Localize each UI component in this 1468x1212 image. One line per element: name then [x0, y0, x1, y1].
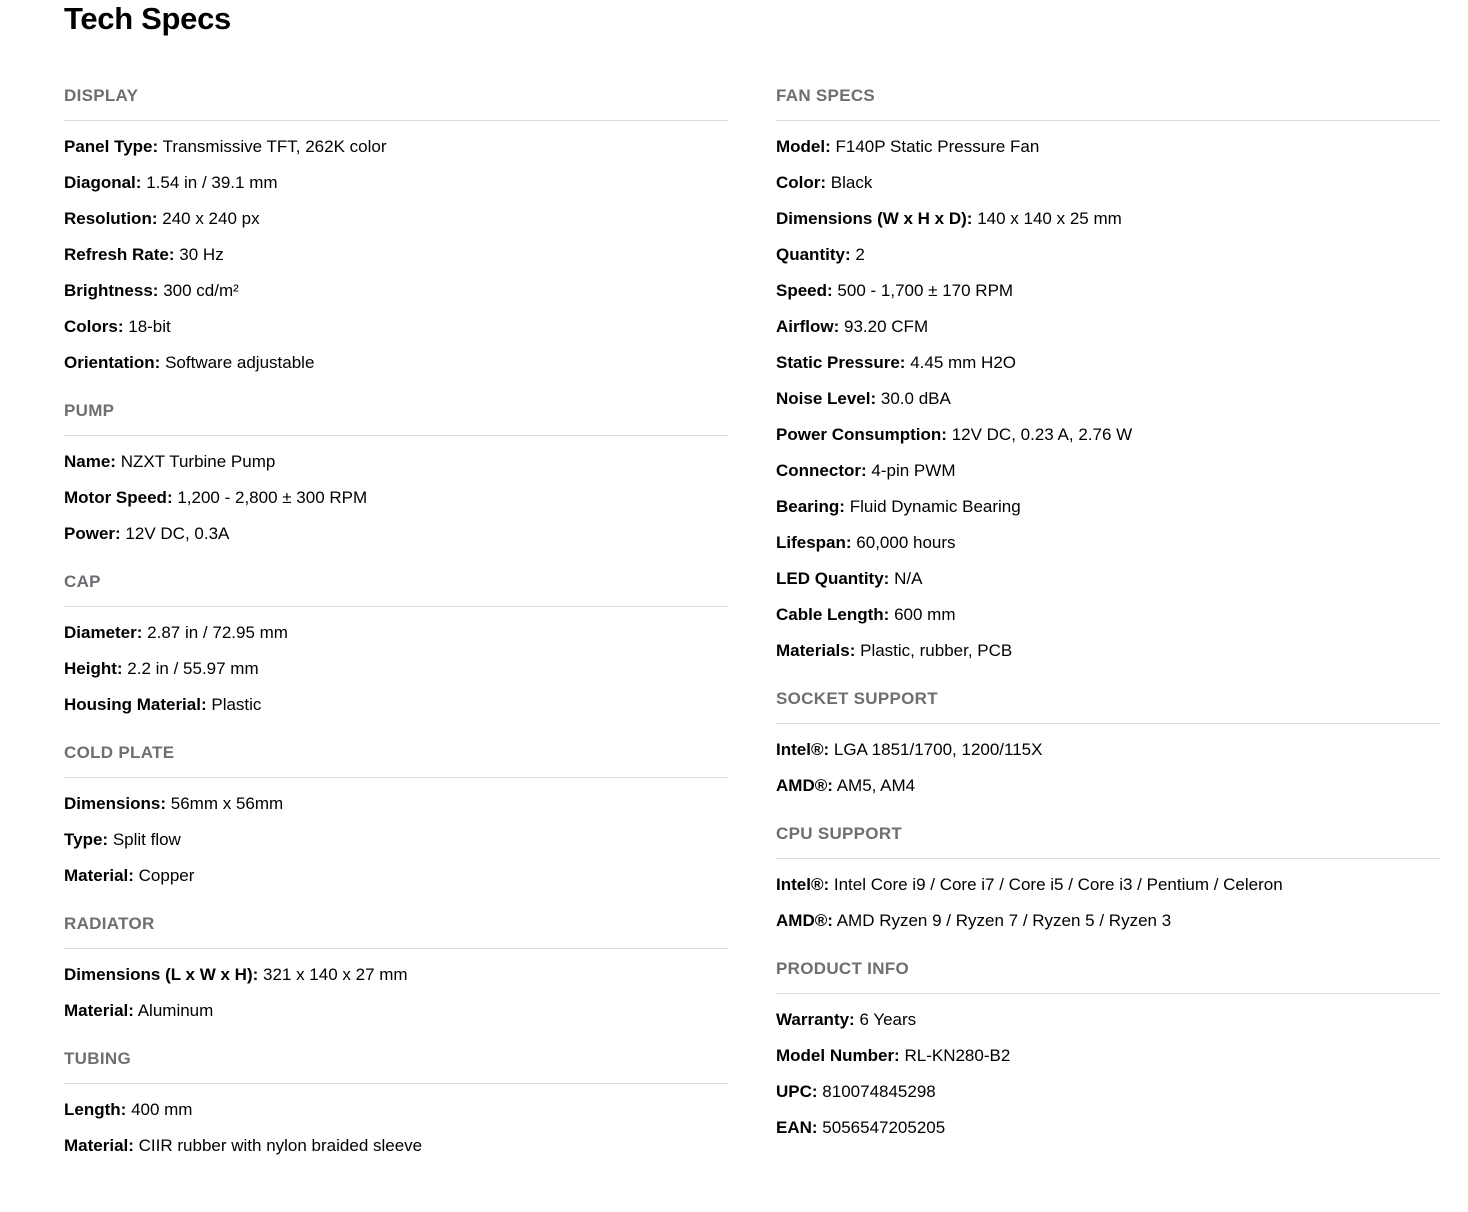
spec-value: 30 Hz — [179, 245, 224, 264]
section-divider — [776, 120, 1440, 121]
spec-label: LED Quantity: — [776, 569, 890, 588]
section-header: TUBING — [64, 1049, 131, 1068]
spec-row — [776, 1110, 1440, 1146]
section-divider — [776, 993, 1440, 994]
spec-value: 30.0 dBA — [880, 389, 951, 408]
spec-value: 4.45 mm H2O — [910, 353, 1016, 372]
spec-label: Lifespan: — [776, 533, 852, 552]
spec-row — [776, 561, 1440, 597]
spec-value: 600 mm — [894, 605, 956, 624]
spec-label: Dimensions (L x W x H): — [64, 965, 259, 984]
spec-value: 500 - 1,700 ± 170 RPM — [837, 281, 1014, 300]
spec-row — [64, 651, 728, 687]
section-divider — [64, 777, 728, 778]
spec-label: Speed: — [776, 281, 833, 300]
spec-row — [64, 1092, 728, 1128]
spec-row — [64, 345, 728, 381]
spec-value: Split flow — [112, 830, 181, 849]
section-header: CAP — [64, 572, 101, 591]
spec-value: 12V DC, 0.3A — [125, 524, 230, 543]
spec-value: Software adjustable — [165, 353, 315, 372]
spec-value: 321 x 140 x 27 mm — [263, 965, 408, 984]
spec-value: 60,000 hours — [856, 533, 956, 552]
spec-label: Model Number: — [776, 1046, 900, 1065]
spec-row — [776, 201, 1440, 237]
spec-label: Dimensions (W x H x D): — [776, 209, 973, 228]
spec-label: Colors: — [64, 317, 124, 336]
spec-section-fan-specs — [776, 76, 1440, 669]
spec-label: Housing Material: — [64, 695, 207, 714]
spec-label: Noise Level: — [776, 389, 877, 408]
spec-label: Panel Type: — [64, 137, 159, 156]
spec-value: 2.2 in / 55.97 mm — [127, 659, 259, 678]
spec-value: 810074845298 — [822, 1082, 936, 1101]
spec-row — [776, 417, 1440, 453]
specs-column-right — [776, 76, 1440, 1156]
spec-value: Copper — [138, 866, 195, 885]
spec-section-tubing — [64, 1039, 728, 1164]
spec-label: Static Pressure: — [776, 353, 906, 372]
page-title: Tech Specs — [64, 1, 232, 36]
spec-row — [64, 444, 728, 480]
spec-label: Resolution: — [64, 209, 158, 228]
spec-value: 2.87 in / 72.95 mm — [147, 623, 288, 642]
spec-label: Brightness: — [64, 281, 159, 300]
spec-label: Cable Length: — [776, 605, 890, 624]
spec-row — [776, 633, 1440, 669]
spec-value: 2 — [855, 245, 865, 264]
spec-row — [64, 237, 728, 273]
spec-value: 4-pin PWM — [871, 461, 956, 480]
spec-row — [776, 597, 1440, 633]
spec-value: F140P Static Pressure Fan — [835, 137, 1040, 156]
spec-label: Airflow: — [776, 317, 840, 336]
spec-label: AMD®: — [776, 776, 833, 795]
spec-value: 93.20 CFM — [844, 317, 929, 336]
spec-section-cold-plate — [64, 733, 728, 894]
spec-label: UPC: — [776, 1082, 818, 1101]
spec-value: 1.54 in / 39.1 mm — [146, 173, 278, 192]
spec-row — [64, 858, 728, 894]
spec-label: Power Consumption: — [776, 425, 947, 444]
section-header: DISPLAY — [64, 86, 139, 105]
spec-row — [776, 1002, 1440, 1038]
spec-row — [64, 822, 728, 858]
spec-row — [64, 786, 728, 822]
spec-label: Connector: — [776, 461, 867, 480]
spec-label: Motor Speed: — [64, 488, 173, 507]
spec-row — [64, 615, 728, 651]
spec-label: Orientation: — [64, 353, 161, 372]
spec-label: Warranty: — [776, 1010, 855, 1029]
spec-label: Intel®: — [776, 740, 830, 759]
spec-label: EAN: — [776, 1118, 818, 1137]
spec-value: AMD Ryzen 9 / Ryzen 7 / Ryzen 5 / Ryzen 3 — [836, 911, 1172, 930]
spec-value: Black — [830, 173, 873, 192]
spec-value: 300 cd/m² — [163, 281, 239, 300]
spec-value: Fluid Dynamic Bearing — [849, 497, 1021, 516]
section-divider — [64, 1083, 728, 1084]
spec-value: NZXT Turbine Pump — [120, 452, 276, 471]
spec-value: 18-bit — [128, 317, 171, 336]
spec-value: AM5, AM4 — [836, 776, 916, 795]
section-header: RADIATOR — [64, 914, 155, 933]
spec-row — [64, 129, 728, 165]
spec-row — [64, 309, 728, 345]
spec-row — [64, 273, 728, 309]
section-divider — [64, 606, 728, 607]
spec-row — [64, 201, 728, 237]
spec-label: Power: — [64, 524, 121, 543]
spec-row — [776, 129, 1440, 165]
spec-row — [64, 687, 728, 723]
spec-row — [64, 480, 728, 516]
spec-label: Type: — [64, 830, 109, 849]
spec-label: Name: — [64, 452, 116, 471]
spec-value: 12V DC, 0.23 A, 2.76 W — [951, 425, 1133, 444]
spec-section-socket-support — [776, 679, 1440, 804]
spec-value: Plastic, rubber, PCB — [860, 641, 1013, 660]
spec-value: 5056547205205 — [822, 1118, 946, 1137]
spec-row — [776, 489, 1440, 525]
spec-row — [776, 165, 1440, 201]
section-header: PRODUCT INFO — [776, 959, 909, 978]
spec-label: Color: — [776, 173, 827, 192]
spec-label: Length: — [64, 1100, 127, 1119]
spec-label: Materials: — [776, 641, 856, 660]
spec-row — [776, 768, 1440, 804]
spec-label: Intel®: — [776, 875, 830, 894]
section-divider — [64, 435, 728, 436]
section-header: SOCKET SUPPORT — [776, 689, 938, 708]
spec-row — [776, 309, 1440, 345]
spec-row — [776, 732, 1440, 768]
spec-label: Quantity: — [776, 245, 851, 264]
spec-value: Aluminum — [137, 1001, 214, 1020]
spec-value: 400 mm — [131, 1100, 193, 1119]
spec-row — [776, 1038, 1440, 1074]
spec-section-cpu-support — [776, 814, 1440, 939]
section-header: COLD PLATE — [64, 743, 175, 762]
spec-row — [64, 165, 728, 201]
spec-row — [776, 237, 1440, 273]
spec-row — [64, 957, 728, 993]
spec-label: Bearing: — [776, 497, 845, 516]
spec-label: Material: — [64, 866, 134, 885]
spec-label: Material: — [64, 1136, 134, 1155]
specs-column-left — [64, 76, 728, 1174]
spec-label: Diameter: — [64, 623, 143, 642]
spec-label: Material: — [64, 1001, 134, 1020]
spec-label: Diagonal: — [64, 173, 142, 192]
spec-value: N/A — [894, 569, 923, 588]
spec-value: 6 Years — [859, 1010, 917, 1029]
spec-section-cap — [64, 562, 728, 723]
spec-section-display — [64, 76, 728, 381]
spec-value: 56mm x 56mm — [170, 794, 284, 813]
spec-row — [776, 525, 1440, 561]
spec-value: 1,200 - 2,800 ± 300 RPM — [177, 488, 368, 507]
spec-label: AMD®: — [776, 911, 833, 930]
spec-row — [776, 1074, 1440, 1110]
section-divider — [776, 723, 1440, 724]
section-header: PUMP — [64, 401, 115, 420]
section-header: CPU SUPPORT — [776, 824, 903, 843]
spec-value: LGA 1851/1700, 1200/115X — [833, 740, 1043, 759]
section-divider — [64, 948, 728, 949]
spec-value: Transmissive TFT, 262K color — [162, 137, 387, 156]
spec-row — [776, 867, 1440, 903]
spec-label: Height: — [64, 659, 123, 678]
spec-row — [776, 381, 1440, 417]
section-divider — [776, 858, 1440, 859]
spec-section-radiator — [64, 904, 728, 1029]
spec-label: Model: — [776, 137, 831, 156]
section-header: FAN SPECS — [776, 86, 876, 105]
spec-label: Refresh Rate: — [64, 245, 175, 264]
spec-value: CIIR rubber with nylon braided sleeve — [138, 1136, 423, 1155]
spec-section-pump — [64, 391, 728, 552]
spec-value: 140 x 140 x 25 mm — [977, 209, 1122, 228]
spec-row — [776, 453, 1440, 489]
spec-row — [776, 903, 1440, 939]
section-divider — [64, 120, 728, 121]
spec-label: Dimensions: — [64, 794, 167, 813]
spec-value: RL-KN280-B2 — [904, 1046, 1011, 1065]
spec-value: Plastic — [211, 695, 262, 714]
spec-row — [64, 516, 728, 552]
spec-row — [64, 993, 728, 1029]
spec-value: 240 x 240 px — [162, 209, 260, 228]
spec-section-product-info — [776, 949, 1440, 1146]
spec-row — [64, 1128, 728, 1164]
spec-value: Intel Core i9 / Core i7 / Core i5 / Core i3 / Pentium / Celeron — [833, 875, 1283, 894]
spec-row — [776, 273, 1440, 309]
spec-row — [776, 345, 1440, 381]
